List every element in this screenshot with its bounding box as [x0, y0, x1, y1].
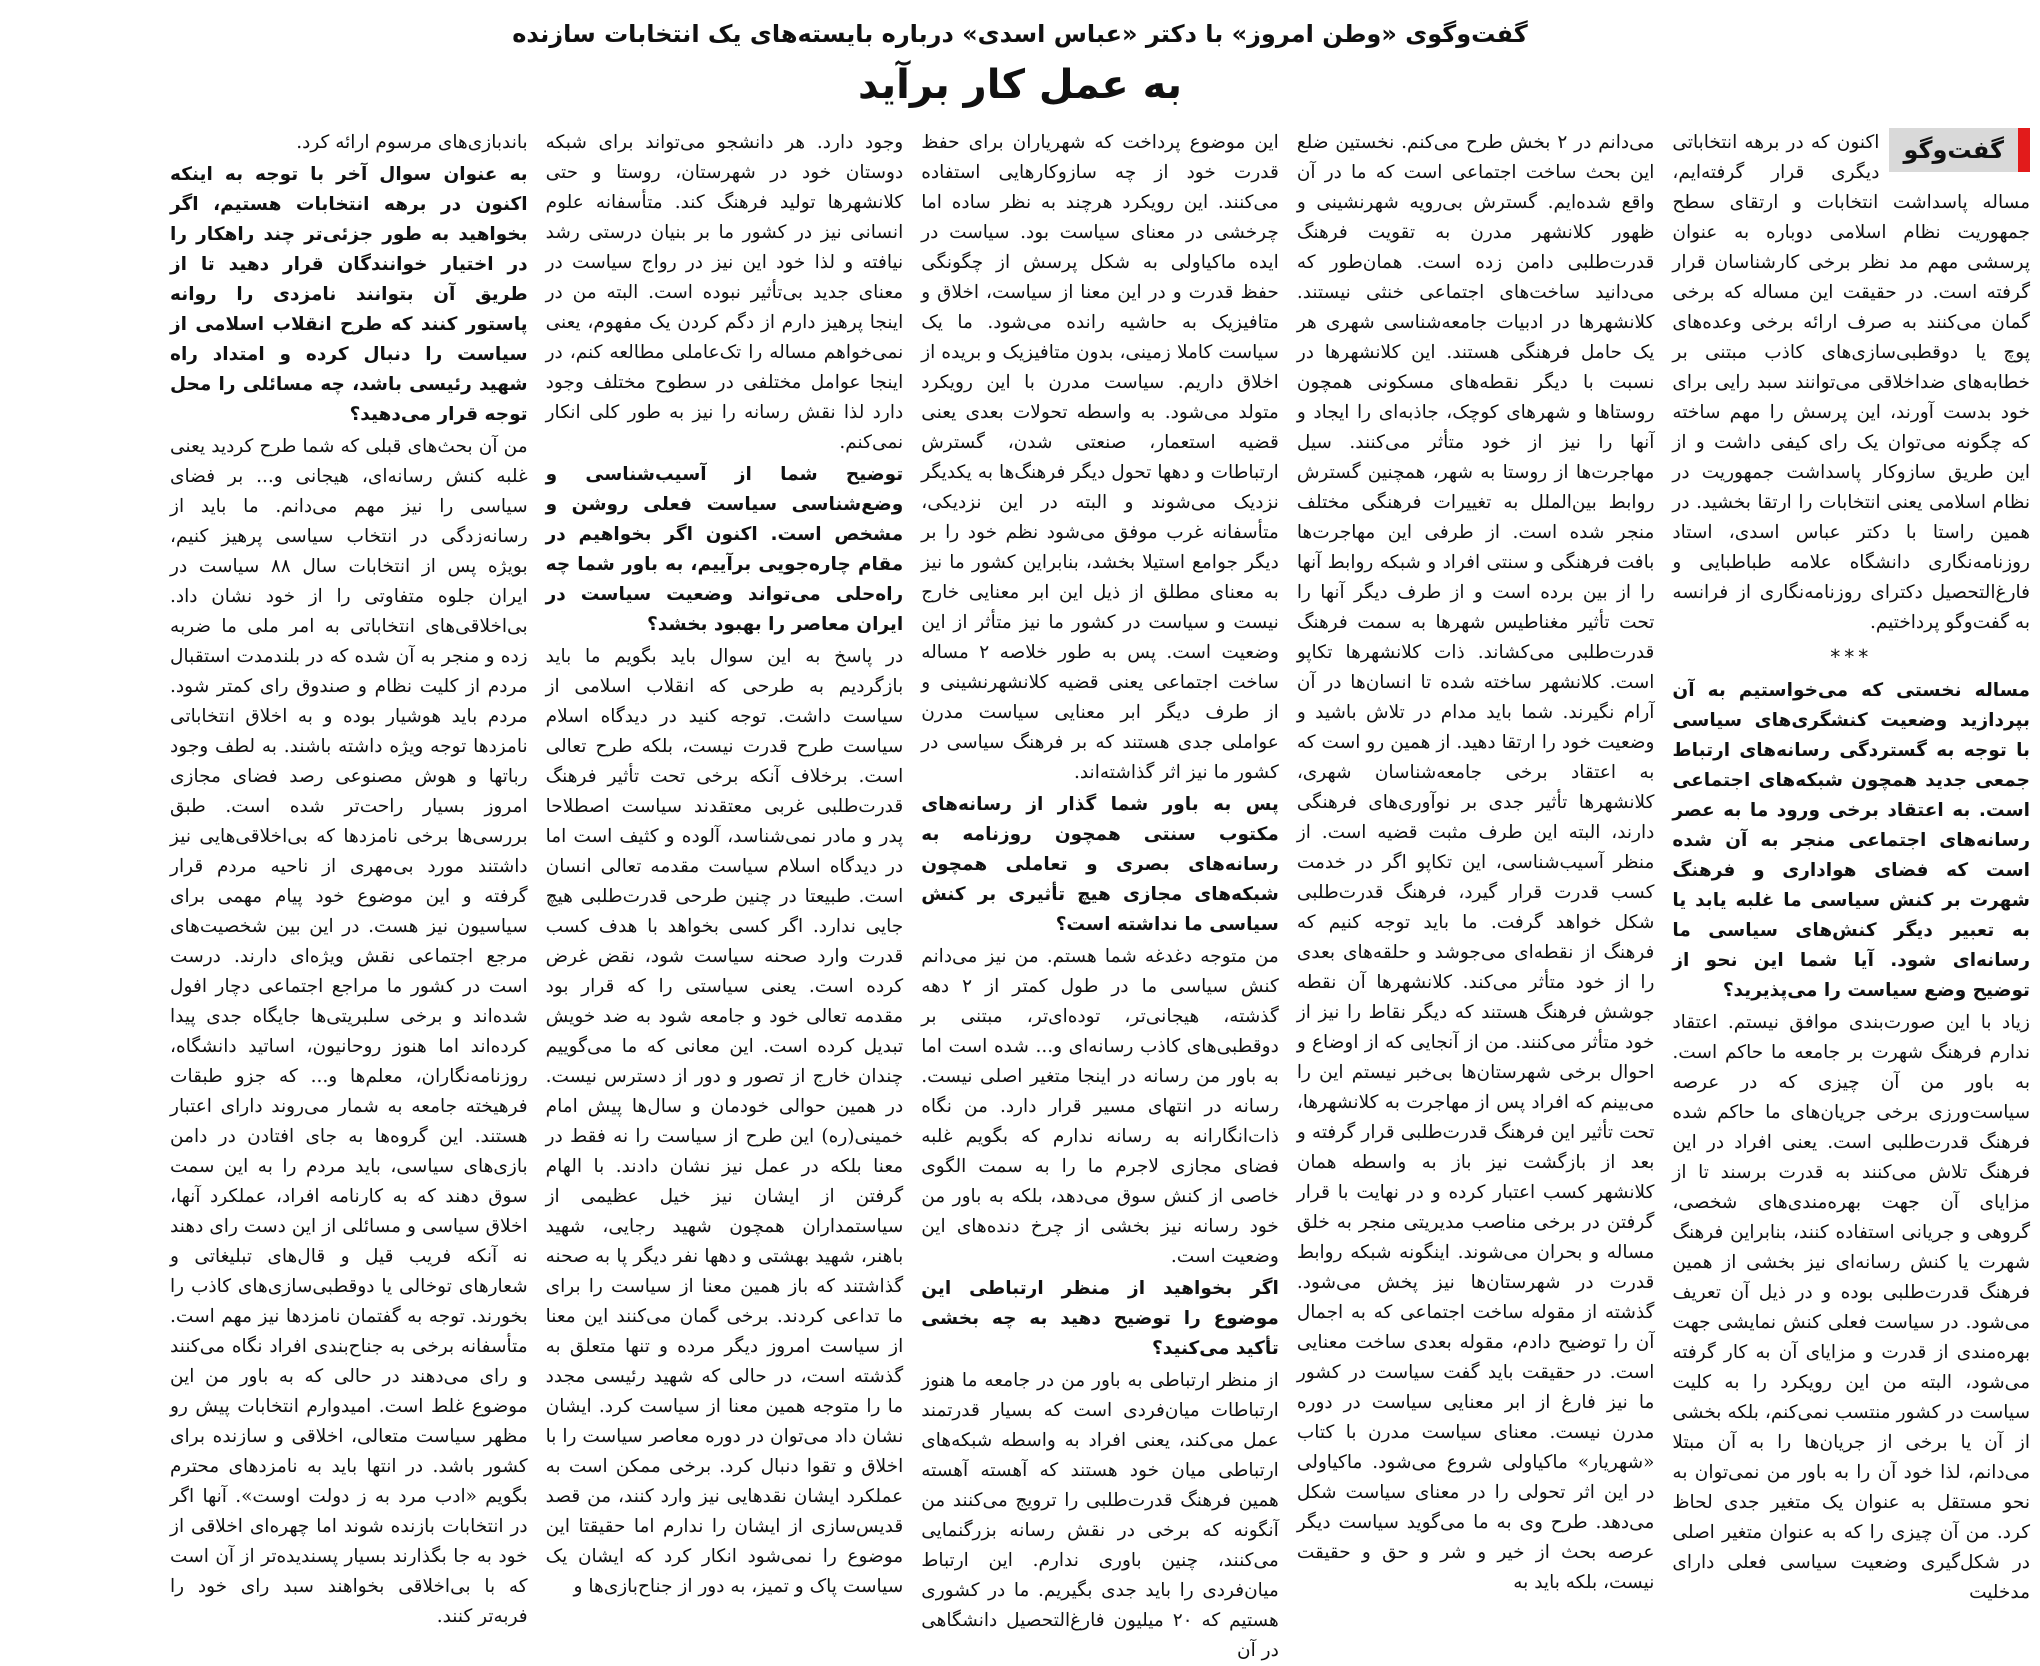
section-label-bar	[2018, 128, 2030, 172]
column-4	[545, 128, 904, 1597]
article-headline: به عمل کار برآید	[858, 62, 1182, 108]
question-4: توضیح شما از آسیب‌شناسی و وضع‌شناسی سیاست فعلی روشن و مشخص است. اکنون اگر بخواهیم در مقام چاره‌جویی برآییم، به باور شما چه راه‌حلی می‌تواند وضعیت سیاست در ایران معاصر را بهبود بخشد؟	[545, 464, 904, 635]
question-2: پس به باور شما گذار از رسانه‌های مکتوب سنتی همچون روزنامه به رسانه‌های بصری و تعاملی همچون شبکه‌های مجازی هیچ تأثیری بر کنش سیاسی ما نداشته است؟	[921, 794, 1279, 935]
answer-paragraph: از منظر ارتباطی به باور من در جامعه ما هنوز ارتباطات میان‌فردی است که بسیار قدرتمند عمل می‌کند، یعنی افراد به واسطه شبکه‌های ارتباطی میان خود هستند که آهسته آهسته همین فرهنگ قدرت‌طلبی را ترویج می‌کنند من آنگونه که برخی در نقش رسانه بزرگنمایی می‌کنند، چنین باوری ندارم. این ارتباط میان‌فردی را باید جدی بگیریم. ما در کشوری هستیم که ۲۰ میلیون فارغ‌التحصیل دانشگاهی در آن	[921, 1370, 1279, 1661]
answer-paragraph: در پاسخ به این سوال باید بگویم ما باید بازگردیم به طرحی که انقلاب اسلامی از سیاست داشت. توجه کنید در دیدگاه اسلام سیاست طرح قدرت نیست، بلکه طرح تعالی است. برخلاف آنکه برخی تحت تأثیر فرهنگ قدرت‌طلبی غربی معتقدند سیاست اصطلاحا پدر و مادر نمی‌شناسد، آلوده و کثیف است اما در دیدگاه اسلام سیاست مقدمه تعالی انسان است. طبیعتا در چنین طرحی قدرت‌طلبی هیچ جایی ندارد. اگر کسی بخواهد با هدف کسب قدرت وارد صحنه سیاست شود، نقض غرض کرده است. یعنی سیاستی را که قرار بود مقدمه تعالی خود و جامعه شود به ضد خویش تبدیل کرده است. این معانی که ما می‌گوییم چندان خارج از تصور و دور از دسترس نیست. در همین حوالی خودمان و سال‌ها پیش امام خمینی(ره) این طرح از سیاست را نه فقط در معنا بلکه در عمل نیز نشان دادند. با الهام گرفتن از ایشان نیز خیل عظیمی از سیاستمداران همچون شهید رجایی، شهید باهنر، شهید بهشتی و دهها نفر دیگر پا به صحنه گذاشتند که باز همین معنا از سیاست را برای ما تداعی کردند. برخی گمان می‌کنند این معنا از سیاست امروز دیگر مرده و تنها متعلق به گذشته است، در حالی که شهید رئیسی مجدد ما را متوجه همین معنا از سیاست کرد. ایشان نشان داد می‌توان در دوره معاصر سیاست را با اخلاق و تقوا دنبال کرد. برخی ممکن است به عملکرد ایشان نقدهایی نیز وارد کنند، من قصد قدیس‌سازی از ایشان را ندارم اما حقیقتا این موضوع را نمی‌شود انکار کرد که ایشان یک سیاست پاک و تمیز، به دور از جناح‌بازی‌ها و	[545, 646, 904, 1597]
intro-paragraph: اکنون که در برهه انتخاباتی دیگری قرار گرفته‌ایم، مساله پاسداشت انتخابات و ارتقای سطح جمهوریت نظام اسلامی دوباره به عنوان پرسشی مهم مد نظر برخی کارشناسان قرار گرفته است. در حقیقت این مساله که برخی گمان می‌کنند به صرف ارائه برخی وعده‌های پوچ یا دوقطبی‌سازی‌های کاذب مبتنی بر خطابه‌های ضداخلاقی می‌توانند سبد رایی برای خود بدست آورند، این پرسش را مهم ساخته که چگونه می‌توان یک رای کیفی داشت و از این طریق سازوکار پاسداشت جمهوریت در نظام اسلامی یعنی انتخابات را ارتقا بخشید. در همین راستا با دکتر عباس اسدی، استاد روزنامه‌نگاری دانشگاه علامه طباطبایی و فارغ‌التحصیل دکترای روزنامه‌نگاری از فرانسه به گفت‌وگو پرداختیم.	[1672, 132, 2030, 633]
section-separator: ***	[1830, 645, 1873, 669]
section-label	[1889, 128, 2030, 172]
answer-paragraph: باندبازی‌های مرسوم ارائه کرد.	[296, 132, 528, 153]
section-label-text: گفت‌وگو	[1903, 136, 2004, 164]
column-2	[1296, 128, 1655, 1593]
column-1	[1672, 128, 2030, 1603]
article-kicker: گفت‌وگوی «وطن امروز» با دکتر «عباس اسدی» درباره بایسته‌های یک انتخابات سازنده	[512, 20, 1528, 48]
column-3	[921, 128, 1279, 1661]
answer-paragraph: می‌دانم در ۲ بخش طرح می‌کنم. نخستین ضلع این بحث ساخت اجتماعی است که ما در آن واقع شده‌ایم. گسترش بی‌رویه شهرنشینی و ظهور کلانشهر مدرن به تقویت فرهنگ قدرت‌طلبی دامن زده است. همان‌طور که می‌دانید ساخت‌های اجتماعی خنثی نیستند. کلانشهرها در ادبیات جامعه‌شناسی شهری هر یک حامل فرهنگی هستند. این کلانشهرها در نسبت با دیگر نقطه‌های مسکونی همچون روستاها و شهرهای کوچک، جاذبه‌ای را ایجاد و آنها را نیز از خود متأثر می‌کنند. سیل مهاجرت‌ها از روستا به شهر، همچنین گسترش روابط بین‌الملل به تغییرات فرهنگی مختلف منجر شده است. از طرفی این مهاجرت‌ها بافت فرهنگی و سنتی افراد و شبکه روابط آنها را از بین برده است و از طرف دیگر آنها را تحت تأثیر مغناطیس شهرها به سمت فرهنگ قدرت‌طلبی می‌کشاند. ذات کلانشهرها تکاپو است. کلانشهر ساخته شده تا انسان‌ها در آن آرام نگیرند. شما باید مدام در تلاش باشید و وضعیت خود را ارتقا دهید. از همین رو است که به اعتقاد برخی جامعه‌شناسان شهری، کلانشهرها تأثیر جدی بر نوآوری‌های فرهنگی دارند، البته این طرف مثبت قضیه است. از منظر آسیب‌شناسی، این تکاپو اگر در خدمت کسب قدرت قرار گیرد، فرهنگ قدرت‌طلبی شکل خواهد گرفت. ما باید توجه کنیم که فرهنگ از نقطه‌ای می‌جوشد و حلقه‌های بعدی را از خود متأثر می‌کند. کلانشهرها آن نقطه جوشش فرهنگ هستند که دیگر نقاط را نیز از خود متأثر می‌کنند. من از آنجایی که از اوضاع و احوال برخی شهرستان‌ها بی‌خبر نیستم این را می‌بینم که افراد پس از مهاجرت به کلانشهرها، تحت تأثیر این فرهنگ قدرت‌طلبی قرار گرفته و بعد از بازگشت نیز باز به واسطه همان کلانشهر کسب اعتبار کرده و در نهایت با قرار گرفتن در برخی مناصب مدیریتی منجر به خلق مساله و بحران می‌شوند. اینگونه شبکه روابط قدرت در شهرستان‌ها نیز پخش می‌شود. گذشته از مقوله ساخت اجتماعی که به اجمال آن را توضیح دادم، مقوله بعدی ساخت معنایی است. در حقیقت باید گفت سیاست در کشور ما نیز فارغ از ابر معنایی سیاست در دوره مدرن نیست. معنای سیاست مدرن با کتاب «شهریار» ماکیاولی شروع می‌شود. ماکیاولی در این اثر تحولی را در معنای سیاست شکل می‌دهد. طرح وی به ما می‌گوید سیاست دیگر عرصه بحث از خیر و شر و حق و حقیقت نیست، بلکه باید به	[1296, 132, 1655, 1593]
question-1: مساله نخستی که می‌خواستیم به آن بپردازید وضعیت کنشگری‌های سیاسی با توجه به گستردگی رسانه‌های ارتباط جمعی جدید همچون شبکه‌های اجتماعی است. به اعتقاد برخی ورود ما به عصر رسانه‌های اجتماعی منجر به آن شده است که فضای هواداری و فرهنگ شهرت بر کنش سیاسی ما غلبه یابد یا به تعبیر دیگر کنش‌های سیاسی ما رسانه‌ای شود. آیا شما این نحو از توضیح وضع سیاست را می‌پذیرید؟	[1672, 680, 2030, 1001]
answer-paragraph: من آن بحث‌های قبلی که شما طرح کردید یعنی غلبه کنش رسانه‌ای، هیجانی و... بر فضای سیاسی را نیز مهم می‌دانم. ما باید از رسانه‌زدگی در انتخاب سیاسی پرهیز کنیم، بویژه پس از انتخابات سال ۸۸ سیاست در ایران جلوه متفاوتی را از خود نشان داد. بی‌اخلاقی‌های انتخاباتی به امر ملی ما ضربه زده و منجر به آن شده که در بلندمدت استقبال مردم از کلیت نظام و صندوق رای کمتر شود. مردم باید هوشیار بوده و به اخلاق انتخاباتی نامزدها توجه ویژه داشته باشند. به لطف وجود رباتها و هوش مصنوعی رصد فضای مجازی امروز بسیار راحت‌تر شده است. طبق بررسی‌ها برخی نامزدها که بی‌اخلاقی‌هایی نیز داشتند مورد بی‌مهری از ناحیه مردم قرار گرفته و این موضوع خود پیام مهمی برای سیاسیون نیز هست. در این بین شخصیت‌های مرجع اجتماعی نقش ویژه‌ای دارند. درست است در کشور ما مراجع اجتماعی دچار افول شده‌اند و برخی سلبریتی‌ها جایگاه جدی پیدا کرده‌اند اما هنوز روحانیون، اساتید دانشگاه، روزنامه‌نگاران، معلم‌ها و... که جزو طبقات فرهیخته جامعه به شمار می‌روند دارای اعتبار هستند. این گروه‌ها به جای افتادن در دامن بازی‌های سیاسی، باید مردم را به این سمت سوق دهند که به کارنامه افراد، عملکرد آنها، اخلاق سیاسی و مسائلی از این دست رای دهند نه آنکه فریب قیل و قال‌های تبلیغاتی و شعارهای توخالی یا دوقطبی‌سازی‌های کاذب را بخورند. توجه به گفتمان نامزدها نیز مهم است. متأسفانه برخی به جناح‌بندی افراد نگاه می‌کنند و رای می‌دهند در حالی که به باور من این موضوع غلط است. امیدوارم انتخابات پیش رو مظهر سیاست متعالی، اخلاقی و سازنده برای کشور باشد. در انتها باید به نامزدهای محترم بگویم «ادب مرد به ز دولت اوست». آنها اگر در انتخابات بازنده شوند اما چهره‌ای اخلاقی از خود به جا بگذارند بسیار پسندیده‌تر از آن است که با بی‌اخلاقی بخواهند سبد رای خود را فربه‌تر کنند.	[170, 436, 528, 1627]
question-5: به عنوان سوال آخر با توجه به اینکه اکنون در برهه انتخابات هستیم، اگر بخواهید به طور جزئی‌تر چند راهکار را در اختیار خوانندگان قرار دهید تا از طریق آن بتوانند نامزدی را روانه پاستور کنند که طرح انقلاب اسلامی از سیاست را دنبال کرده و امتداد راه شهید رئیسی باشد، چه مسائلی را محل توجه قرار می‌دهید؟	[170, 164, 528, 425]
answer-paragraph: وجود دارد. هر دانشجو می‌تواند برای شبکه دوستان خود در شهرستان، روستا و حتی کلانشهرها تولید فرهنگ کند. متأسفانه علوم انسانی نیز در کشور ما بر بنیان درستی رشد نیافته و لذا خود این نیز در رواج سیاست در معنای جدید بی‌تأثیر نبوده است. البته من در اینجا پرهیز دارم از دگم کردن یک مفهوم، یعنی نمی‌خواهم مساله را تک‌عاملی مطالعه کنم، در اینجا عوامل مختلفی در سطوح مختلف وجود دارد لذا نقش رسانه را نیز به طور کلی انکار نمی‌کنم.	[545, 132, 904, 453]
answer-paragraph: زیاد با این صورت‌بندی موافق نیستم. اعتقاد ندارم فرهنگ شهرت بر جامعه ما حاکم است. به باور من آن چیزی که در عرصه سیاست‌ورزی برخی جریان‌های ما حاکم شده فرهنگ قدرت‌طلبی است. یعنی افراد در این فرهنگ تلاش می‌کنند به قدرت برسند تا از مزایای آن جهت بهره‌مندی‌های شخصی، گروهی و جریانی استفاده کنند، بنابراین فرهنگ شهرت یا کنش رسانه‌ای نیز بخشی از همین فرهنگ قدرت‌طلبی بوده و در ذیل آن تعریف می‌شود. در سیاست فعلی کنش نمایشی جهت بهره‌مندی از قدرت و مزایای آن به کار گرفته می‌شود، البته من این رویکرد را به کلیت سیاست در کشور منتسب نمی‌کنم، بلکه بخشی از آن یا برخی از جریان‌ها را به آن مبتلا می‌دانم، لذا خود آن را به باور من نمی‌توان به نحو مستقل به عنوان یک متغیر جدی لحاظ کرد. من آن چیزی را که به عنوان متغیر اصلی در شکل‌گیری وضعیت سیاسی فعلی دارای مدخلیت	[1672, 1012, 2030, 1603]
question-3: اگر بخواهید از منظر ارتباطی این موضوع را توضیح دهید به چه بخشی تأکید می‌کنید؟	[921, 1278, 1279, 1359]
answer-paragraph: این موضوع پرداخت که شهریاران برای حفظ قدرت خود از چه سازوکارهایی استفاده می‌کنند. این رویکرد هرچند به نظر ساده اما چرخشی در معنای سیاست بود. سیاست در ایده ماکیاولی به شکل پرسش از چگونگی حفظ قدرت و در این معنا از سیاست، اخلاق و متافیزیک به حاشیه رانده می‌شود. ما یک سیاست کاملا زمینی، بدون متافیزیک و بریده از اخلاق داریم. سیاست مدرن با این رویکرد متولد می‌شود. به واسطه تحولات بعدی یعنی قضیه استعمار، صنعتی شدن، گسترش ارتباطات و دهها تحول دیگر فرهنگ‌ها به یکدیگر نزدیک می‌شوند و البته در این نزدیکی، متأسفانه غرب موفق می‌شود نظم خود را بر دیگر جوامع استیلا بخشد، بنابراین کشور ما نیز به معنای مطلق از ذیل این ابر معنایی خارج نیست و سیاست در کشور ما نیز متأثر از این وضعیت است. پس به طور خلاصه ۲ مساله ساخت اجتماعی یعنی قضیه کلانشهرنشینی و از طرف دیگر ابر معنایی سیاست مدرن عواملی جدی هستند که بر فرهنگ سیاسی در کشور ما نیز اثر گذاشته‌اند.	[921, 132, 1279, 783]
column-5	[170, 128, 528, 1627]
answer-paragraph: من متوجه دغدغه شما هستم. من نیز می‌دانم کنش سیاسی ما در طول کمتر از ۲ دهه گذشته، هیجانی‌تر، توده‌ای‌تر، مبتنی بر دوقطبی‌های کاذب رسانه‌ای و... شده است اما به باور من رسانه در اینجا متغیر اصلی نیست. رسانه در انتهای مسیر قرار دارد. من نگاه ذات‌انگارانه به رسانه ندارم که بگویم غلبه فضای مجازی لاجرم ما را به سمت الگوی خاصی از کنش سوق می‌دهد، بلکه به باور من خود رسانه نیز بخشی از چرخ دنده‌های این وضعیت است.	[921, 946, 1279, 1267]
article-columns	[170, 128, 2030, 1661]
